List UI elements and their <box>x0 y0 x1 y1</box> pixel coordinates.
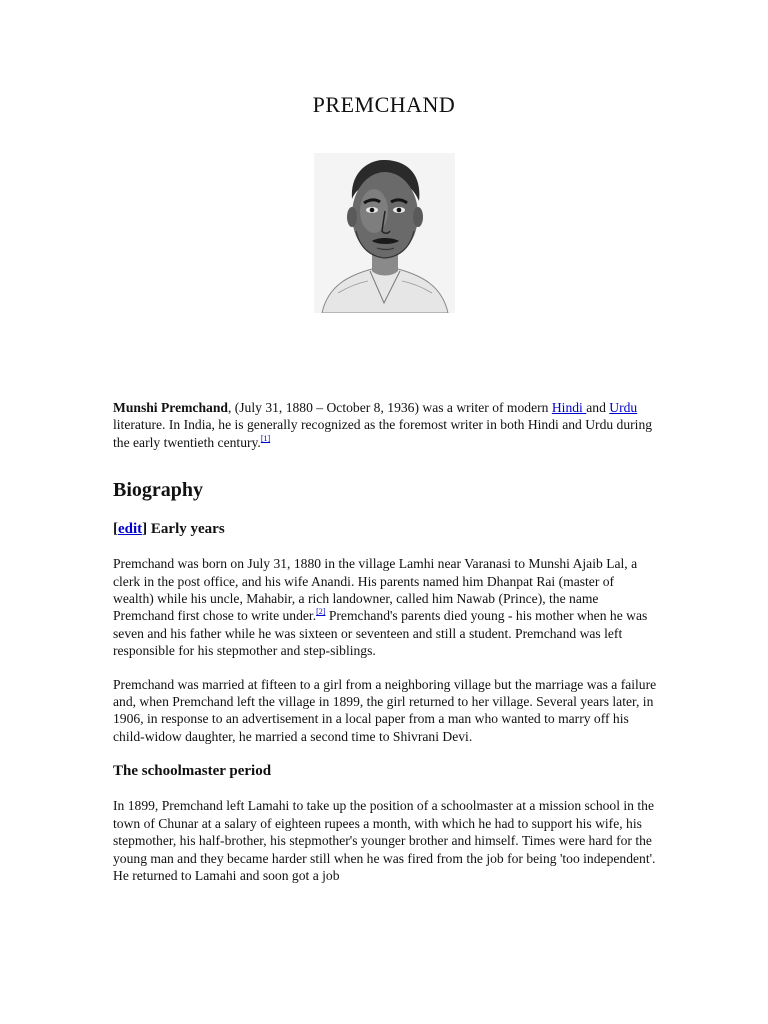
hindi-link[interactable]: Hindi <box>551 400 587 415</box>
urdu-link[interactable]: Urdu <box>609 400 638 415</box>
bracket-close: ] <box>142 521 148 538</box>
intro-text-1: , (July 31, 1880 – October 8, 1936) was a writer of modern <box>227 400 552 415</box>
biography-heading: Biography <box>113 479 204 502</box>
para1-text-1: Premchand was born on July 31, 1880 in the village Lamhi near Varanasi to Munshi Ajaib Lal, a clerk in the post office, and his wife Anandi. His parents named him Dhanpat Rai (master of wealth) while his uncle, Mahabir, a rich landowner, called him Nawab (Prince), the name Premchand first chose to write under. <box>113 556 638 624</box>
intro-text-3: literature. In India, he is generally recognized as the foremost writer in both Hindi and Urdu during the early twentieth century. <box>113 417 653 450</box>
para1-text-2: Premchand's parents died young - his mother when he was seven and his father while he was sixteen or seventeen and still a student. Premchand was left responsible for his stepmother and step-siblings. <box>113 608 648 659</box>
bracket-open: [ <box>113 521 118 538</box>
edit-link[interactable]: edit <box>118 521 143 538</box>
subject-name: Munshi Premchand <box>113 400 228 415</box>
early-years-heading <box>113 519 658 539</box>
early-years-paragraph-2: Premchand was married at fifteen to a girl from a neighboring village but the marriage was a failure and, when Premchand left the village in 1899, the girl returned to her village. Several years later, in 1906, in response to an advertisement in a local paper from a man who wanted to marry off his child-widow daughter, he married a second time to Shivrani Devi. <box>113 676 657 744</box>
portrait-sketch <box>314 153 455 313</box>
schoolmaster-paragraph: In 1899, Premchand left Lamahi to take up the position of a schoolmaster at a mission school in the town of Chunar at a salary of eighteen rupees a month, with which he had to support his wife, his stepmother, his half-brother, his stepmother's younger brother and himself. Times were hard for the young man and they became harder still when he was fired from the job for being 'too independent'. He returned to Lamahi and soon got a job <box>113 798 656 883</box>
intro-paragraph <box>113 399 658 451</box>
early-years-paragraph-1 <box>113 555 658 659</box>
schoolmaster-heading: The schoolmaster period <box>113 763 272 780</box>
reference-1-link[interactable]: [1] <box>260 433 271 443</box>
reference-2-link[interactable]: [2] <box>316 607 326 617</box>
page-title: PREMCHAND <box>312 92 456 117</box>
portrait-image <box>314 153 455 313</box>
intro-text-2: and <box>586 400 610 415</box>
article-body <box>113 399 658 884</box>
early-years-title: Early years <box>147 521 225 538</box>
